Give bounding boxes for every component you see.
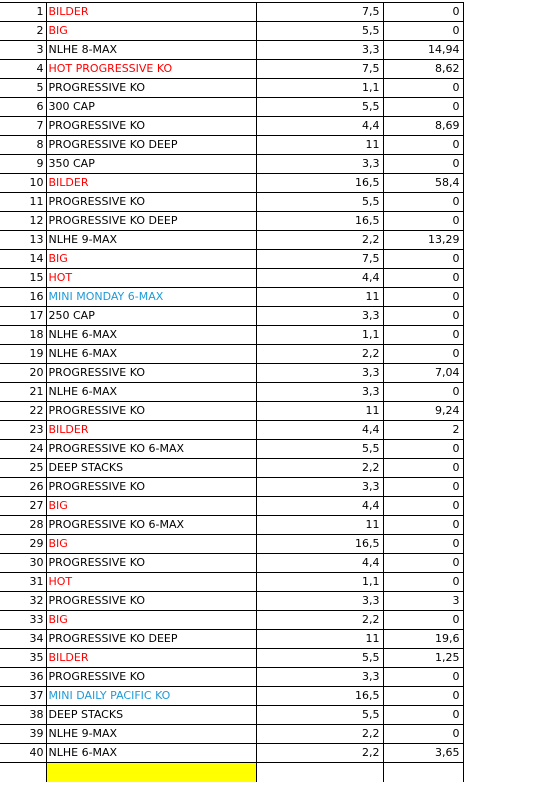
buyin-cell[interactable]: 5,5 bbox=[256, 706, 383, 725]
winnings-cell[interactable]: 8,69 bbox=[383, 117, 463, 136]
empty-cell[interactable] bbox=[463, 459, 547, 478]
winnings-cell[interactable]: 0 bbox=[383, 288, 463, 307]
tournament-name-cell[interactable]: PROGRESSIVE KO DEEP bbox=[46, 136, 256, 155]
buyin-cell[interactable]: 11 bbox=[256, 630, 383, 649]
winnings-cell[interactable]: 3,65 bbox=[383, 744, 463, 763]
table-row[interactable] bbox=[0, 516, 547, 535]
table-row[interactable] bbox=[0, 402, 547, 421]
winnings-cell[interactable]: 0 bbox=[383, 573, 463, 592]
winnings-cell[interactable]: 0 bbox=[383, 79, 463, 98]
tournament-name-cell[interactable]: PROGRESSIVE KO bbox=[46, 117, 256, 136]
winnings-cell[interactable]: 0 bbox=[383, 193, 463, 212]
buyin-cell[interactable]: 5,5 bbox=[256, 98, 383, 117]
spreadsheet-grid bbox=[0, 2, 547, 782]
table-row[interactable] bbox=[0, 60, 547, 79]
tournament-name-cell[interactable]: NLHE 9-MAX bbox=[46, 725, 256, 744]
empty-cell[interactable] bbox=[0, 763, 46, 782]
table-row[interactable] bbox=[0, 193, 547, 212]
table-row[interactable] bbox=[0, 478, 547, 497]
table-row[interactable] bbox=[0, 345, 547, 364]
row-number-cell[interactable]: 17 bbox=[0, 307, 46, 326]
tournament-name-cell[interactable]: MINI MONDAY 6-MAX bbox=[46, 288, 256, 307]
buyin-cell[interactable]: 2,2 bbox=[256, 345, 383, 364]
table-row[interactable] bbox=[0, 668, 547, 687]
row-number-cell[interactable]: 22 bbox=[0, 402, 46, 421]
buyin-cell[interactable]: 4,4 bbox=[256, 421, 383, 440]
table-row[interactable] bbox=[0, 269, 547, 288]
buyin-cell[interactable]: 11 bbox=[256, 136, 383, 155]
buyin-cell[interactable]: 11 bbox=[256, 402, 383, 421]
winnings-cell[interactable]: 0 bbox=[383, 136, 463, 155]
tournament-name-cell[interactable]: PROGRESSIVE KO 6-MAX bbox=[46, 440, 256, 459]
winnings-cell[interactable]: 1,25 bbox=[383, 649, 463, 668]
tournament-name-cell[interactable]: PROGRESSIVE KO bbox=[46, 592, 256, 611]
row-number-cell[interactable]: 19 bbox=[0, 345, 46, 364]
table-row[interactable] bbox=[0, 611, 547, 630]
empty-cell[interactable] bbox=[463, 345, 547, 364]
buyin-cell[interactable]: 3,3 bbox=[256, 364, 383, 383]
winnings-cell[interactable]: 58,4 bbox=[383, 174, 463, 193]
winnings-cell[interactable]: 0 bbox=[383, 725, 463, 744]
buyin-cell[interactable]: 5,5 bbox=[256, 649, 383, 668]
table-row[interactable] bbox=[0, 459, 547, 478]
row-number-cell[interactable]: 24 bbox=[0, 440, 46, 459]
winnings-cell[interactable]: 0 bbox=[383, 307, 463, 326]
row-number-cell[interactable]: 23 bbox=[0, 421, 46, 440]
empty-cell[interactable] bbox=[463, 573, 547, 592]
tournament-name-cell[interactable]: 300 CAP bbox=[46, 98, 256, 117]
row-number-cell[interactable]: 16 bbox=[0, 288, 46, 307]
winnings-cell[interactable]: 2 bbox=[383, 421, 463, 440]
tournament-name-cell[interactable]: PROGRESSIVE KO bbox=[46, 478, 256, 497]
tournament-name-cell[interactable]: BILDER bbox=[46, 421, 256, 440]
buyin-cell[interactable]: 1,1 bbox=[256, 79, 383, 98]
row-number-cell[interactable]: 29 bbox=[0, 535, 46, 554]
empty-cell[interactable] bbox=[463, 440, 547, 459]
row-number-cell[interactable]: 38 bbox=[0, 706, 46, 725]
table-row[interactable] bbox=[0, 22, 547, 41]
winnings-cell[interactable]: 7,04 bbox=[383, 364, 463, 383]
empty-cell[interactable] bbox=[463, 421, 547, 440]
empty-cell[interactable] bbox=[463, 326, 547, 345]
empty-cell[interactable] bbox=[463, 592, 547, 611]
row-number-cell[interactable]: 34 bbox=[0, 630, 46, 649]
buyin-cell[interactable]: 4,4 bbox=[256, 269, 383, 288]
winnings-cell[interactable]: 0 bbox=[383, 535, 463, 554]
table-row[interactable] bbox=[0, 326, 547, 345]
table-row[interactable] bbox=[0, 364, 547, 383]
buyin-cell[interactable]: 7,5 bbox=[256, 60, 383, 79]
empty-cell[interactable] bbox=[463, 41, 547, 60]
buyin-cell[interactable]: 5,5 bbox=[256, 440, 383, 459]
winnings-cell[interactable]: 0 bbox=[383, 383, 463, 402]
empty-cell[interactable] bbox=[463, 383, 547, 402]
empty-cell[interactable] bbox=[463, 402, 547, 421]
table-row[interactable] bbox=[0, 573, 547, 592]
empty-cell[interactable] bbox=[463, 744, 547, 763]
tournament-name-cell[interactable]: NLHE 8-MAX bbox=[46, 41, 256, 60]
winnings-cell[interactable]: 0 bbox=[383, 706, 463, 725]
winnings-cell[interactable]: 0 bbox=[383, 459, 463, 478]
row-number-cell[interactable]: 27 bbox=[0, 497, 46, 516]
buyin-cell[interactable]: 7,5 bbox=[256, 250, 383, 269]
table-row[interactable] bbox=[0, 250, 547, 269]
empty-cell[interactable] bbox=[463, 212, 547, 231]
winnings-cell[interactable]: 0 bbox=[383, 250, 463, 269]
row-number-cell[interactable]: 11 bbox=[0, 193, 46, 212]
empty-cell[interactable] bbox=[463, 725, 547, 744]
table-row[interactable] bbox=[0, 649, 547, 668]
row-number-cell[interactable]: 18 bbox=[0, 326, 46, 345]
empty-cell[interactable] bbox=[463, 193, 547, 212]
buyin-cell[interactable]: 3,3 bbox=[256, 478, 383, 497]
row-number-cell[interactable]: 5 bbox=[0, 79, 46, 98]
tournament-name-cell[interactable]: PROGRESSIVE KO bbox=[46, 402, 256, 421]
tournament-name-cell[interactable]: HOT bbox=[46, 269, 256, 288]
row-number-cell[interactable]: 15 bbox=[0, 269, 46, 288]
winnings-cell[interactable]: 0 bbox=[383, 155, 463, 174]
winnings-cell[interactable]: 8,62 bbox=[383, 60, 463, 79]
tournament-name-cell[interactable]: HOT PROGRESSIVE KO bbox=[46, 60, 256, 79]
table-row[interactable] bbox=[0, 706, 547, 725]
tournament-name-cell[interactable]: DEEP STACKS bbox=[46, 459, 256, 478]
empty-cell[interactable] bbox=[463, 250, 547, 269]
row-number-cell[interactable]: 39 bbox=[0, 725, 46, 744]
table-row[interactable] bbox=[0, 497, 547, 516]
empty-cell[interactable] bbox=[463, 288, 547, 307]
table-row[interactable] bbox=[0, 535, 547, 554]
empty-cell[interactable] bbox=[463, 516, 547, 535]
tournament-name-cell[interactable]: PROGRESSIVE KO bbox=[46, 668, 256, 687]
buyin-cell[interactable]: 3,3 bbox=[256, 383, 383, 402]
empty-cell[interactable] bbox=[463, 22, 547, 41]
winnings-cell[interactable]: 0 bbox=[383, 478, 463, 497]
row-number-cell[interactable]: 25 bbox=[0, 459, 46, 478]
winnings-cell[interactable]: 0 bbox=[383, 22, 463, 41]
winnings-cell[interactable]: 0 bbox=[383, 516, 463, 535]
row-number-cell[interactable]: 21 bbox=[0, 383, 46, 402]
table-row[interactable] bbox=[0, 41, 547, 60]
table-row[interactable] bbox=[0, 3, 547, 22]
tournament-name-cell[interactable]: BIG bbox=[46, 535, 256, 554]
tournament-name-cell[interactable]: BIG bbox=[46, 22, 256, 41]
table-row[interactable] bbox=[0, 421, 547, 440]
table-row[interactable] bbox=[0, 554, 547, 573]
tournament-name-cell[interactable]: NLHE 6-MAX bbox=[46, 326, 256, 345]
row-number-cell[interactable]: 1 bbox=[0, 3, 46, 22]
tournament-name-cell[interactable]: PROGRESSIVE KO bbox=[46, 554, 256, 573]
table-row[interactable] bbox=[0, 79, 547, 98]
buyin-cell[interactable]: 2,2 bbox=[256, 459, 383, 478]
row-number-cell[interactable]: 8 bbox=[0, 136, 46, 155]
table-row[interactable] bbox=[0, 98, 547, 117]
winnings-cell[interactable]: 0 bbox=[383, 440, 463, 459]
empty-cell[interactable] bbox=[463, 668, 547, 687]
empty-cell[interactable] bbox=[463, 478, 547, 497]
buyin-cell[interactable]: 16,5 bbox=[256, 535, 383, 554]
empty-cell[interactable] bbox=[463, 3, 547, 22]
tournament-name-cell[interactable]: BIG bbox=[46, 497, 256, 516]
tournament-name-cell[interactable]: NLHE 9-MAX bbox=[46, 231, 256, 250]
buyin-cell[interactable]: 1,1 bbox=[256, 326, 383, 345]
winnings-cell[interactable]: 0 bbox=[383, 326, 463, 345]
buyin-cell[interactable]: 5,5 bbox=[256, 193, 383, 212]
tournament-name-cell[interactable]: BILDER bbox=[46, 174, 256, 193]
winnings-cell[interactable]: 13,29 bbox=[383, 231, 463, 250]
table-row[interactable] bbox=[0, 212, 547, 231]
winnings-cell[interactable]: 3 bbox=[383, 592, 463, 611]
row-number-cell[interactable]: 9 bbox=[0, 155, 46, 174]
buyin-cell[interactable]: 16,5 bbox=[256, 687, 383, 706]
highlighted-cell[interactable] bbox=[46, 763, 256, 782]
winnings-cell[interactable]: 0 bbox=[383, 98, 463, 117]
tournament-name-cell[interactable]: PROGRESSIVE KO 6-MAX bbox=[46, 516, 256, 535]
buyin-cell[interactable]: 4,4 bbox=[256, 117, 383, 136]
buyin-cell[interactable]: 2,2 bbox=[256, 611, 383, 630]
table-row[interactable] bbox=[0, 288, 547, 307]
table-row[interactable] bbox=[0, 231, 547, 250]
buyin-cell[interactable]: 2,2 bbox=[256, 744, 383, 763]
row-number-cell[interactable]: 35 bbox=[0, 649, 46, 668]
buyin-cell[interactable]: 3,3 bbox=[256, 307, 383, 326]
tournament-name-cell[interactable]: BILDER bbox=[46, 3, 256, 22]
tournament-name-cell[interactable]: PROGRESSIVE KO bbox=[46, 193, 256, 212]
row-number-cell[interactable]: 31 bbox=[0, 573, 46, 592]
tournament-name-cell[interactable]: MINI DAILY PACIFIC KO bbox=[46, 687, 256, 706]
winnings-cell[interactable]: 0 bbox=[383, 687, 463, 706]
empty-cell[interactable] bbox=[463, 497, 547, 516]
empty-cell[interactable] bbox=[463, 554, 547, 573]
table-row[interactable] bbox=[0, 592, 547, 611]
winnings-cell[interactable]: 14,94 bbox=[383, 41, 463, 60]
table-row[interactable] bbox=[0, 763, 547, 782]
tournament-name-cell[interactable]: PROGRESSIVE KO bbox=[46, 79, 256, 98]
row-number-cell[interactable]: 3 bbox=[0, 41, 46, 60]
empty-cell[interactable] bbox=[463, 307, 547, 326]
buyin-cell[interactable]: 16,5 bbox=[256, 212, 383, 231]
table-row[interactable] bbox=[0, 136, 547, 155]
row-number-cell[interactable]: 37 bbox=[0, 687, 46, 706]
winnings-cell[interactable]: 0 bbox=[383, 3, 463, 22]
buyin-cell[interactable]: 2,2 bbox=[256, 725, 383, 744]
empty-cell[interactable] bbox=[463, 649, 547, 668]
tournament-name-cell[interactable]: BILDER bbox=[46, 649, 256, 668]
winnings-cell[interactable]: 0 bbox=[383, 668, 463, 687]
empty-cell[interactable] bbox=[463, 269, 547, 288]
winnings-cell[interactable]: 9,24 bbox=[383, 402, 463, 421]
buyin-cell[interactable]: 7,5 bbox=[256, 3, 383, 22]
winnings-cell[interactable]: 0 bbox=[383, 611, 463, 630]
tournament-name-cell[interactable]: DEEP STACKS bbox=[46, 706, 256, 725]
empty-cell[interactable] bbox=[463, 706, 547, 725]
row-number-cell[interactable]: 2 bbox=[0, 22, 46, 41]
winnings-cell[interactable]: 0 bbox=[383, 345, 463, 364]
row-number-cell[interactable]: 10 bbox=[0, 174, 46, 193]
table-row[interactable] bbox=[0, 117, 547, 136]
tournament-name-cell[interactable]: PROGRESSIVE KO DEEP bbox=[46, 630, 256, 649]
empty-cell[interactable] bbox=[463, 136, 547, 155]
empty-cell[interactable] bbox=[463, 535, 547, 554]
table-row[interactable] bbox=[0, 383, 547, 402]
row-number-cell[interactable]: 4 bbox=[0, 60, 46, 79]
empty-cell[interactable] bbox=[256, 763, 383, 782]
row-number-cell[interactable]: 20 bbox=[0, 364, 46, 383]
empty-cell[interactable] bbox=[463, 60, 547, 79]
tournament-name-cell[interactable]: 350 CAP bbox=[46, 155, 256, 174]
tournament-name-cell[interactable]: 250 CAP bbox=[46, 307, 256, 326]
row-number-cell[interactable]: 30 bbox=[0, 554, 46, 573]
row-number-cell[interactable]: 36 bbox=[0, 668, 46, 687]
empty-cell[interactable] bbox=[463, 79, 547, 98]
row-number-cell[interactable]: 13 bbox=[0, 231, 46, 250]
table-row[interactable] bbox=[0, 440, 547, 459]
row-number-cell[interactable]: 7 bbox=[0, 117, 46, 136]
table-row[interactable] bbox=[0, 744, 547, 763]
table-row[interactable] bbox=[0, 174, 547, 193]
winnings-cell[interactable]: 0 bbox=[383, 212, 463, 231]
empty-cell[interactable] bbox=[463, 630, 547, 649]
empty-cell[interactable] bbox=[463, 611, 547, 630]
row-number-cell[interactable]: 6 bbox=[0, 98, 46, 117]
buyin-cell[interactable]: 5,5 bbox=[256, 22, 383, 41]
row-number-cell[interactable]: 28 bbox=[0, 516, 46, 535]
buyin-cell[interactable]: 3,3 bbox=[256, 592, 383, 611]
table-row[interactable] bbox=[0, 687, 547, 706]
buyin-cell[interactable]: 11 bbox=[256, 516, 383, 535]
tournament-name-cell[interactable]: NLHE 6-MAX bbox=[46, 345, 256, 364]
row-number-cell[interactable]: 40 bbox=[0, 744, 46, 763]
tournament-name-cell[interactable]: PROGRESSIVE KO bbox=[46, 364, 256, 383]
spreadsheet-body bbox=[0, 3, 547, 782]
tournament-name-cell[interactable]: BIG bbox=[46, 611, 256, 630]
buyin-cell[interactable]: 11 bbox=[256, 288, 383, 307]
tournament-name-cell[interactable]: HOT bbox=[46, 573, 256, 592]
buyin-cell[interactable]: 2,2 bbox=[256, 231, 383, 250]
table-row[interactable] bbox=[0, 725, 547, 744]
row-number-cell[interactable]: 12 bbox=[0, 212, 46, 231]
empty-cell[interactable] bbox=[463, 98, 547, 117]
empty-cell[interactable] bbox=[383, 763, 463, 782]
table-row[interactable] bbox=[0, 630, 547, 649]
tournament-name-cell[interactable]: NLHE 6-MAX bbox=[46, 383, 256, 402]
tournament-name-cell[interactable]: BIG bbox=[46, 250, 256, 269]
empty-cell[interactable] bbox=[463, 364, 547, 383]
buyin-cell[interactable]: 16,5 bbox=[256, 174, 383, 193]
empty-cell[interactable] bbox=[463, 155, 547, 174]
buyin-cell[interactable]: 3,3 bbox=[256, 41, 383, 60]
empty-cell[interactable] bbox=[463, 231, 547, 250]
tournament-name-cell[interactable]: NLHE 6-MAX bbox=[46, 744, 256, 763]
winnings-cell[interactable]: 0 bbox=[383, 554, 463, 573]
empty-cell[interactable] bbox=[463, 687, 547, 706]
table-row[interactable] bbox=[0, 307, 547, 326]
table-row[interactable] bbox=[0, 155, 547, 174]
row-number-cell[interactable]: 26 bbox=[0, 478, 46, 497]
buyin-cell[interactable]: 4,4 bbox=[256, 554, 383, 573]
row-number-cell[interactable]: 33 bbox=[0, 611, 46, 630]
buyin-cell[interactable]: 1,1 bbox=[256, 573, 383, 592]
empty-cell[interactable] bbox=[463, 763, 547, 782]
winnings-cell[interactable]: 19,6 bbox=[383, 630, 463, 649]
row-number-cell[interactable]: 32 bbox=[0, 592, 46, 611]
empty-cell[interactable] bbox=[463, 174, 547, 193]
winnings-cell[interactable]: 0 bbox=[383, 269, 463, 288]
row-number-cell[interactable]: 14 bbox=[0, 250, 46, 269]
buyin-cell[interactable]: 4,4 bbox=[256, 497, 383, 516]
buyin-cell[interactable]: 3,3 bbox=[256, 155, 383, 174]
empty-cell[interactable] bbox=[463, 117, 547, 136]
winnings-cell[interactable]: 0 bbox=[383, 497, 463, 516]
buyin-cell[interactable]: 3,3 bbox=[256, 668, 383, 687]
tournament-name-cell[interactable]: PROGRESSIVE KO DEEP bbox=[46, 212, 256, 231]
